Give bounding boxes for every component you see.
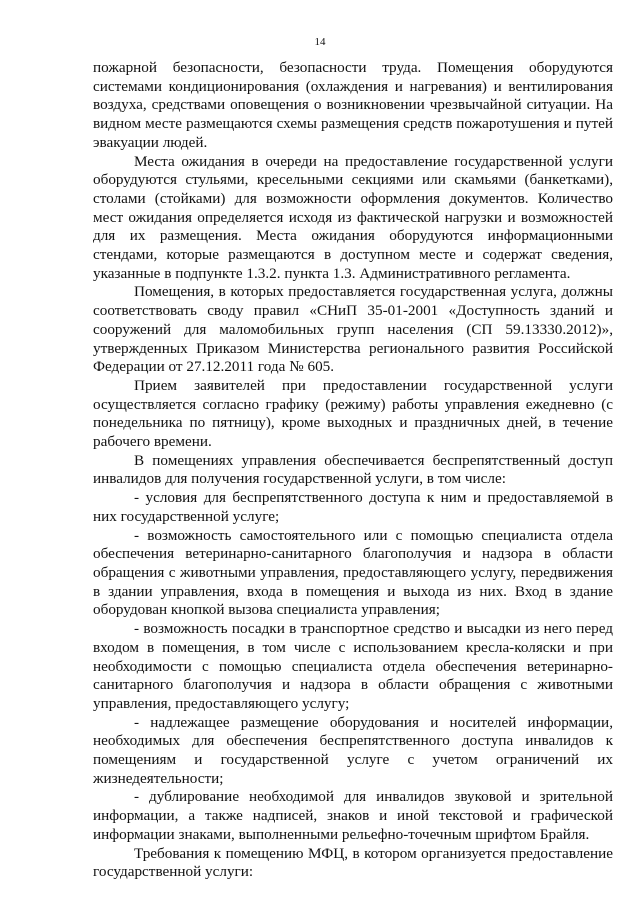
list-item-movement-assistance: - возможность самостоятельного или с помощью специалиста отдела обеспечения ветеринарно-санитарного благополучия и надзора в области обращения с животными управления, предоставляющего услугу, передвижения в здании управления, входа в помещения и выхода из них. Вход в здание оборудован кнопкой вызова специалиста управления;	[93, 526, 613, 619]
list-item-information-duplication: - дублирование необходимой для инвалидов звуковой и зрительной информации, а также надписей, знаков и иной текстовой и графической информации знаками, выполненными рельефно-точечным шрифтом Брайля.	[93, 788, 613, 843]
page-number: 14	[314, 36, 326, 48]
paragraph-waiting-areas: Места ожидания в очереди на предоставление государственной услуги оборудуются стульями, кресельными секциями или скамьями (банкетками), столами (стойками) для возможности оформления документов. Количество мест ожидания определяется исходя из фактической нагрузки и возможностей для их размещения. Места ожидания оборудуются информационными стендами, которые размещаются в доступном месте и содержат сведения, указанные в подпункте 1.3.2. пункта 1.3. Административного регламента.	[93, 152, 613, 282]
list-item-access-conditions: - условия для беспрепятственного доступа к ним и предоставляемой в них государственной услуге;	[93, 489, 613, 525]
paragraph-reception-schedule: Прием заявителей при предоставлении государственной услуги осуществляется согласно графику (режиму) работы управления ежедневно (с понедельника по пятницу), кроме выходных и праздничных дней, в течение рабочего времени.	[93, 376, 613, 451]
list-item-equipment-placement: - надлежащее размещение оборудования и носителей информации, необходимых для обеспечения беспрепятственного доступа инвалидов к помещениям и государственной услуге с учетом ограничений их жизнедеятельности;	[93, 713, 613, 787]
paragraph-mfc-requirements: Требования к помещению МФЦ, в котором организуется предоставление государственной услуги:	[93, 844, 613, 881]
list-item-transport-boarding: - возможность посадки в транспортное средство и высадки из него перед входом в помещения, в том числе с использованием кресла-коляски и при необходимости с помощью специалиста отдела обеспечения ветеринарно-санитарного благополучия и надзора в области обращения с животными управления, предоставляющего услугу;	[93, 620, 613, 712]
paragraph-disabled-access: В помещениях управления обеспечивается беспрепятственный доступ инвалидов для получения государственной услуги, в том числе:	[93, 451, 613, 488]
paragraph-building-standards: Помещения, в которых предоставляется государственная услуга, должны соответствовать своду правил «СНиП 35-01-2001 «Доступность зданий и сооружений для маломобильных групп населения (СП 59.13330.2012)», утвержденных Приказом Министерства регионального развития Российской Федерации от 27.12.2011 года № 605.	[93, 283, 613, 376]
document-body	[93, 59, 613, 882]
paragraph-fire-safety: пожарной безопасности, безопасности труда. Помещения оборудуются системами кондиционирования (охлаждения и нагревания) и вентилирования воздуха, средствами оповещения о возникновении чрезвычайной ситуации. На видном месте размещаются схемы размещения средств пожаротушения и путей эвакуации людей.	[93, 59, 613, 151]
